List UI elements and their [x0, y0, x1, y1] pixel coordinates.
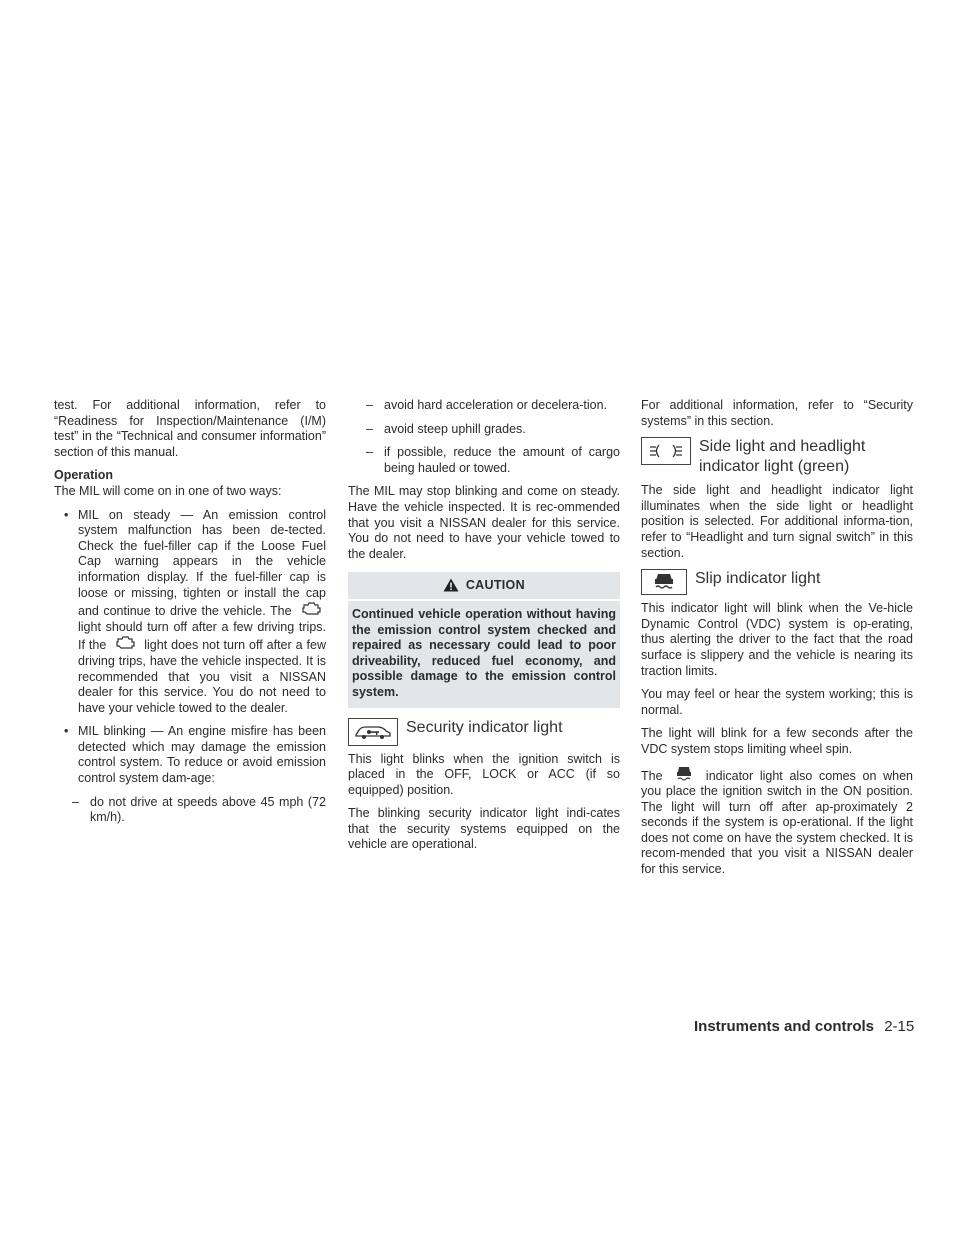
side-light-title-line-1: Side light and headlight [699, 438, 866, 456]
page-number: 2-15 [884, 1018, 915, 1035]
bullet-mil-blinking [54, 724, 326, 786]
dash-text: avoid steep uphill grades. [384, 421, 526, 436]
caution-title: CAUTION [465, 578, 525, 593]
side-light-title-line-2: indicator light (green) [699, 458, 850, 476]
dash-mark: – [366, 398, 373, 412]
warning-triangle-icon [443, 578, 466, 592]
operation-heading: Operation [54, 468, 114, 483]
bullet-mark: • [64, 507, 69, 522]
mil-steady-paragraph: The MIL may stop blinking and come on steady. Have the vehicle inspected. It is rec-ommended that you visit a NISSAN dealer for this service. You do not need to have your vehicle towed to the dealer. [348, 484, 620, 561]
slip-paragraph-4 [641, 766, 913, 878]
dash-item-cargo [348, 445, 620, 476]
dash-item-speed [54, 795, 326, 826]
intro-paragraph: test. For additional information, refer to “Readiness for Inspection/Maintenance (I/M) test” in the “Technical and consumer information” section of this manual. [54, 398, 326, 459]
slip-paragraph-4-rest: indicator light also comes on when you place the ignition switch in the ON position. The light will turn off after ap-proximately 2 seconds if the system is op-erational. If the light does not come on have the system checked. It is recom-mended that you visit a NISSAN dealer for this service. [641, 768, 914, 877]
side-light-title [699, 437, 865, 477]
security-paragraph-2: The blinking security indicator light indi-cates that the security systems equipped on the vehicle are operational. [348, 806, 620, 852]
bullet-text-b: light should turn off after a few driving trips. If the [78, 619, 326, 653]
bullet-mil-steady [54, 508, 326, 717]
slip-car-icon [641, 569, 687, 595]
bullet-text: MIL blinking — An engine misfire has been detected which may damage the emission control system. To reduce or avoid emission control system dam-age: [78, 724, 326, 786]
dash-mark: – [366, 445, 373, 460]
caution-header [348, 572, 620, 601]
bullet-text-c: light does not turn off after a few driving trips, have the vehicle inspected. It is recommended that you visit a NISSAN dealer for this service. You do not need to have your vehicle towed to the dealer. [78, 638, 326, 715]
side-light-heading [641, 437, 913, 477]
side-light-icon [641, 437, 691, 465]
dash-mark: – [72, 794, 79, 809]
dash-mark: – [366, 421, 373, 436]
slip-paragraph-1: This indicator light will blink when the Ve-hicle Dynamic Control (VDC) system is op-erating, thus alerting the driver to the fact that the road surface is slippery and the vehicle is nearing its traction limits. [641, 601, 913, 678]
slip-indicator-heading [641, 569, 913, 595]
side-light-paragraph: The side light and headlight indicator light illuminates when the side light or headlight position is selected. For additional informa-tion, refer to “Headlight and turn signal switch” in this section. [641, 483, 913, 560]
engine-check-icon [114, 635, 136, 651]
column-1 [54, 398, 326, 834]
dash-text: avoid hard acceleration or decelera-tion. [384, 398, 608, 412]
page-footer [694, 1018, 914, 1035]
column-3 [641, 398, 913, 886]
slip-paragraph-2: You may feel or hear the system working; this is normal. [641, 687, 913, 717]
engine-check-icon [300, 601, 322, 617]
slip-paragraph-3: The light will blink for a few seconds after the VDC system stops limiting wheel spin. [641, 726, 913, 756]
dash-text: do not drive at speeds above 45 mph (72 km/h). [90, 794, 326, 825]
dash-item-uphill [348, 422, 620, 438]
bullet-mark: • [64, 724, 69, 739]
security-title: Security indicator light [406, 718, 563, 736]
bullet-text-a: MIL on steady — An emission control system malfunction has been de-tected. Check the fuel-filler cap if the Loose Fuel Cap warning appears in the vehicle information display. If the fuel-filler cap is loose or missing, tighten or install the cap and continue to drive the vehicle. The [78, 507, 326, 619]
slip-title: Slip indicator light [695, 570, 821, 588]
security-car-icon [348, 718, 398, 746]
dash-text: if possible, reduce the amount of cargo being hauled or towed. [384, 445, 620, 475]
operation-lead: The MIL will come on in one of two ways: [54, 483, 282, 498]
caution-box [348, 572, 620, 707]
security-paragraph-1: This light blinks when the ignition switch is placed in the OFF, LOCK or ACC (if so equipped) position. [348, 751, 620, 797]
security-indicator-heading [348, 718, 620, 746]
column-2 [348, 398, 620, 861]
slip-paragraph-4-lead: The [641, 768, 663, 783]
dash-item-acceleration [348, 398, 620, 414]
slip-inline-icon [673, 766, 695, 782]
security-reference-paragraph: For additional information, refer to “Security systems” in this section. [641, 398, 913, 428]
footer-section-title: Instruments and controls [694, 1018, 875, 1035]
caution-text: Continued vehicle operation without having the emission control system checked and repaired as necessary could lead to poor driveability, reduced fuel economy, and possible damage to the emission control system. [352, 606, 616, 699]
